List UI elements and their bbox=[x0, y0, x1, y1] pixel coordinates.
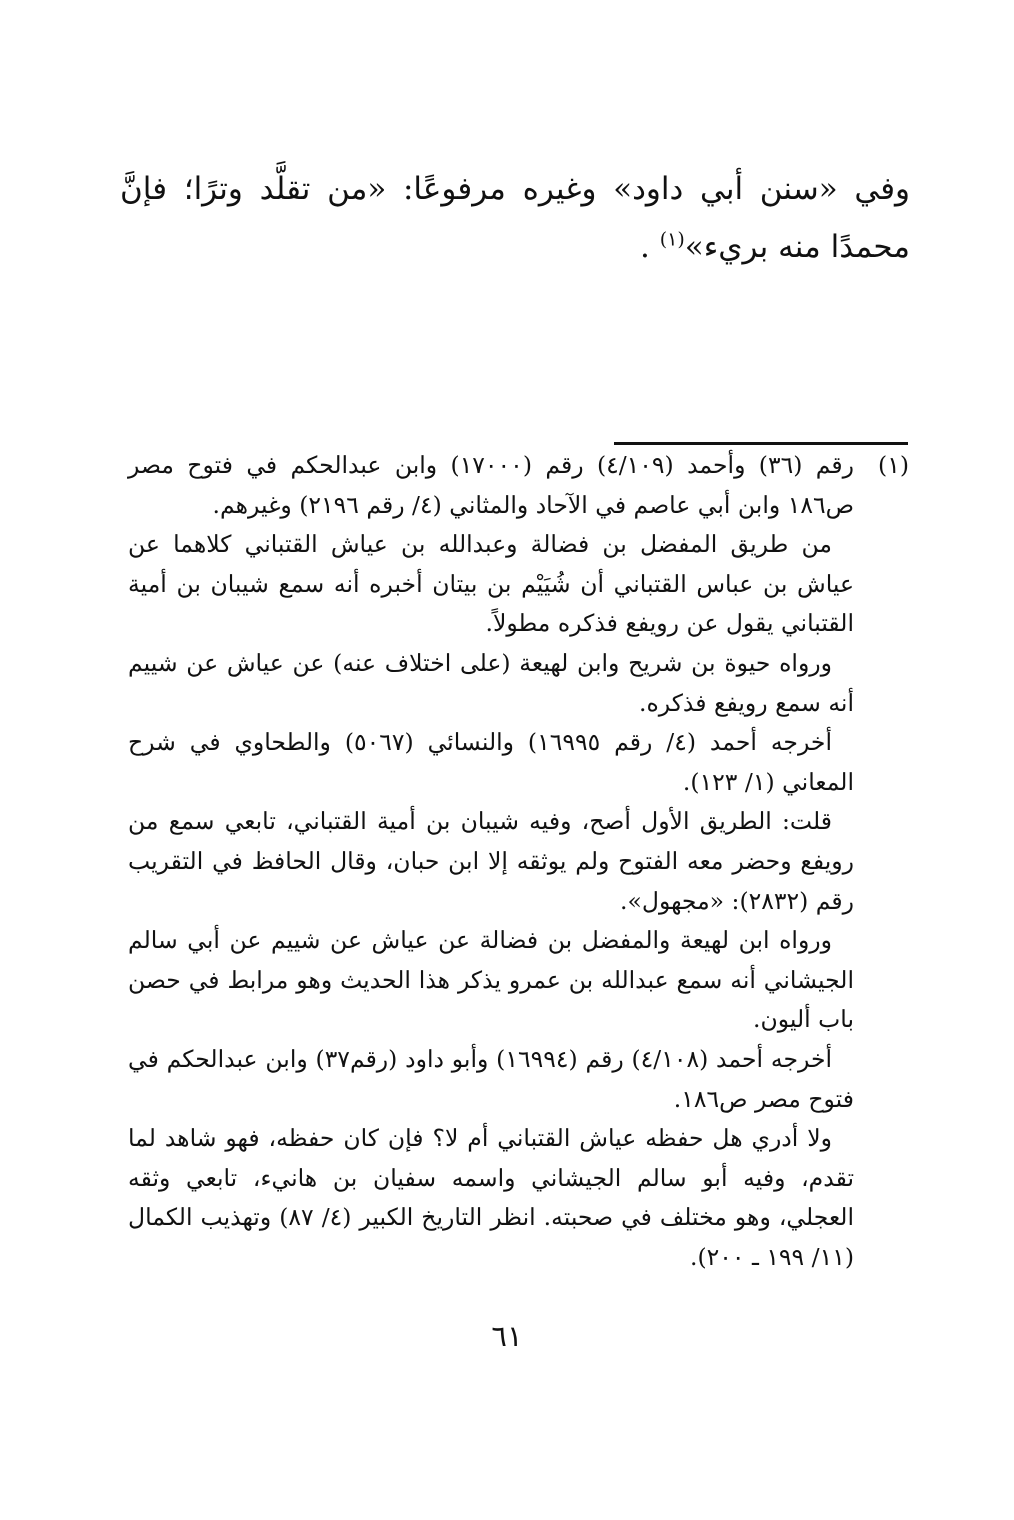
footnote-paragraph: ورواه حيوة بن شريح وابن لهيعة (على اختلاف عنه) عن عياش عن شييم أنه سمع رويفع فذكره. bbox=[128, 648, 854, 717]
footnote-paragraph: ولا أدري هل حفظه عياش القتباني أم لا؟ فإن كان حفظه، فهو شاهد لما تقدم، وفيه أبو سالم الجيشاني واسمه سفيان بن هانيء، تابعي وثقه العجلي، وهو مختلف في صحبته. انظر التاريخ الكبير (٤/ ٨٧) وتهذيب الكمال (١١/ ١٩٩ ـ ٢٠٠). bbox=[128, 1124, 854, 1271]
main-paragraph-end: . bbox=[639, 229, 650, 265]
footnote-1 bbox=[128, 446, 909, 525]
footnote-paragraph: قلت: الطريق الأول أصح، وفيه شيبان بن أمية القتباني، تابعي سمع من رويفع وحضر معه الفتوح ولم يوثقه إلا ابن حبان، وقال الحافظ في التقريب رقم (٢٨٣٢): «مجهول». bbox=[128, 807, 854, 915]
footnote-paragraph: أخرجه أحمد (٤/ رقم ١٦٩٩٥) والنسائي (٥٠٦٧) والطحاوي في شرح المعاني (١/ ١٢٣). bbox=[128, 728, 854, 796]
footnote-paragraph: أخرجه أحمد (٤/١٠٨) رقم (١٦٩٩٤) وأبو داود (رقم٣٧) وابن عبدالحكم في فتوح مصر ص١٨٦. bbox=[128, 1044, 854, 1113]
footnote-number: (١) bbox=[878, 451, 909, 479]
page-number: ٦١ bbox=[491, 1319, 523, 1353]
footnote-separator-rule bbox=[614, 442, 908, 445]
footnotes-section bbox=[128, 446, 909, 1277]
footnote-paragraph: رقم (٣٦) وأحمد (٤/١٠٩) رقم (١٧٠٠٠) وابن عبدالحكم في فتوح مصر ص١٨٦ وابن أبي عاصم في الآحاد والمثاني (٤/ رقم ٢١٩٦) وغيرهم. bbox=[128, 451, 854, 519]
main-paragraph bbox=[120, 160, 910, 276]
main-text bbox=[120, 160, 910, 276]
footnote-paragraph: من طريق المفضل بن فضالة وعبدالله بن عياش القتباني كلاهما عن عياش بن عباس القتباني أن شُيَيْم بن بيتان أخبره أنه سمع شيبان بن أمية القتباني يقول عن رويفع فذكره مطولاً. bbox=[128, 530, 854, 638]
footnote-reference-mark[interactable]: (١) bbox=[659, 228, 685, 251]
main-paragraph-text: وفي «سنن أبي داود» وغيره مرفوعًا: «من تقلَّد وترًا؛ فإنَّ محمدًا منه بريء» bbox=[120, 171, 910, 265]
footnote-paragraph: ورواه ابن لهيعة والمفضل بن فضالة عن عياش عن شييم عن أبي سالم الجيشاني أنه سمع عبدالله بن عمرو يذكر هذا الحديث وهو مرابط في حصن باب أليون. bbox=[128, 926, 854, 1034]
